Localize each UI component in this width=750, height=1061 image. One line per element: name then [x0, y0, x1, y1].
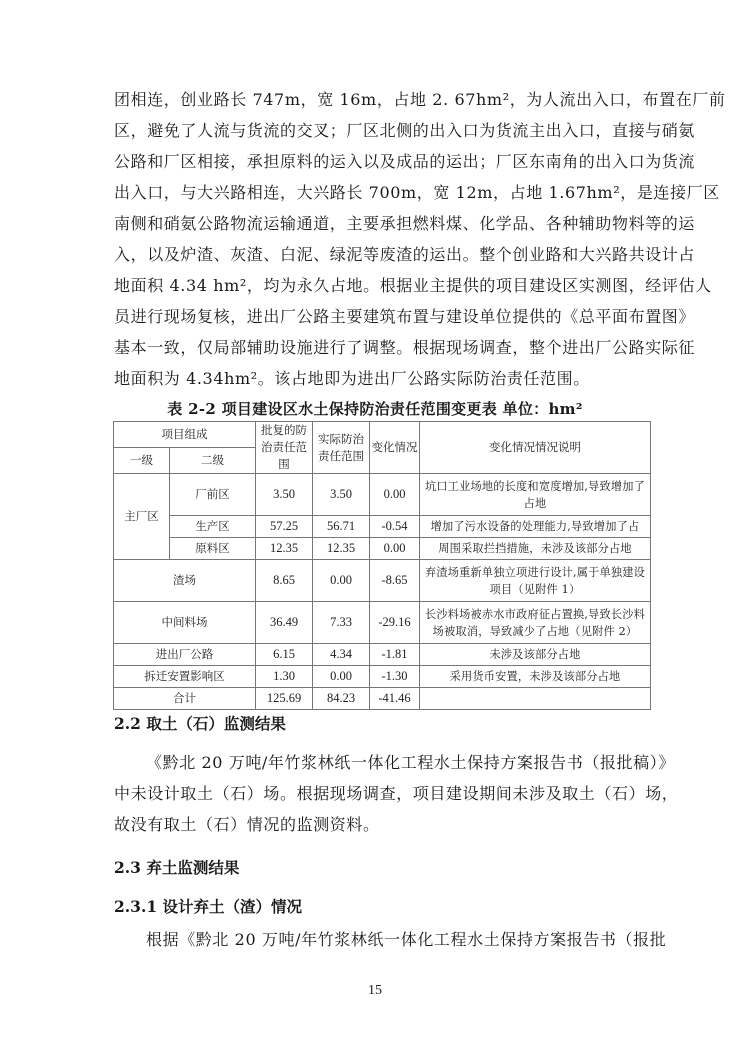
cell-approved: 57.25	[256, 516, 313, 538]
cell-change: -29.16	[370, 602, 420, 644]
cell-change: -1.81	[370, 644, 420, 666]
cell-note: 长沙料场被赤水市政府征占置换,导致长沙料场被取消，导致减少了占地（见附件 2）	[420, 602, 651, 644]
cell-actual: 4.34	[313, 644, 370, 666]
section-line: 根据《黔北 20 万吨/年竹浆林纸一体化工程水土保持方案报告书（报批	[146, 930, 667, 949]
table-total-row	[114, 688, 651, 710]
cell-name: 进出厂公路	[114, 644, 256, 666]
section-line: 中未设计取土（石）场。根据现场调查，项目建设期间未涉及取土（石）场，	[114, 784, 679, 803]
cell-level2: 厂前区	[170, 474, 256, 516]
intro-line: 入，以及炉渣、灰渣、白泥、绿泥等废渣的运出。整个创业路和大兴路共设计占	[114, 245, 696, 264]
section-heading-2-2: 2.2 取土（石）监测结果	[114, 714, 286, 733]
cell-approved: 3.50	[256, 474, 313, 516]
cell-approved: 8.65	[256, 560, 313, 602]
table-row	[114, 474, 651, 516]
header-approved: 批复的防治责任范围	[256, 422, 313, 474]
intro-line: 区，避免了人流与货流的交叉；厂区北侧的出入口为货流主出入口，直接与硝氨	[114, 121, 696, 140]
intro-line: 团相连，创业路长 747m，宽 16m，占地 2. 67hm²，为人流出入口，布置在厂前	[114, 90, 726, 109]
cell-note: 采用货币安置，未涉及该部分占地	[420, 666, 651, 688]
cell-name: 中间料场	[114, 602, 256, 644]
table-row	[114, 644, 651, 666]
cell-name: 渣场	[114, 560, 256, 602]
cell-change: 0.00	[370, 474, 420, 516]
total-note	[420, 688, 651, 710]
intro-line: 基本一致，仅局部辅助设施进行了调整。根据现场调查，整个进出厂公路实际征	[114, 338, 696, 357]
table-row	[114, 560, 651, 602]
cell-note: 坑口工业场地的长度和宽度增加,导致增加了占地	[420, 474, 651, 516]
section-line: 《黔北 20 万吨/年竹浆林纸一体化工程水土保持方案报告书（报批稿）》	[146, 753, 675, 772]
total-approved: 125.69	[256, 688, 313, 710]
cell-change: -1.30	[370, 666, 420, 688]
section-2-2-paragraph	[114, 747, 679, 840]
header-level1: 一级	[114, 448, 170, 474]
cell-change: -8.65	[370, 560, 420, 602]
responsibility-range-table	[113, 421, 651, 710]
table-header-row	[114, 422, 651, 448]
total-actual: 84.23	[313, 688, 370, 710]
cell-note: 弃渣场重新单独立项进行设计,属于单独建设项目（见附件 1）	[420, 560, 651, 602]
cell-level2: 原料区	[170, 538, 256, 560]
intro-line: 出入口，与大兴路相连，大兴路长 700m，宽 12m，占地 1.67hm²，是连接厂区	[114, 183, 720, 202]
cell-note: 增加了污水设备的处理能力,导致增加了占	[420, 516, 651, 538]
table-caption: 表 2-2 项目建设区水土保持防治责任范围变更表 单位：hm²	[167, 400, 583, 418]
cell-approved: 1.30	[256, 666, 313, 688]
header-note: 变化情况情况说明	[420, 422, 651, 474]
cell-name: 拆迁安置影响区	[114, 666, 256, 688]
cell-note: 未涉及该部分占地	[420, 644, 651, 666]
cell-actual: 0.00	[313, 666, 370, 688]
header-change: 变化情况	[370, 422, 420, 474]
table-row	[114, 538, 651, 560]
section-heading-2-3-1: 2.3.1 设计弃土（渣）情况	[114, 897, 303, 916]
cell-actual: 7.33	[313, 602, 370, 644]
cell-actual: 56.71	[313, 516, 370, 538]
intro-line: 公路和厂区相接，承担原料的运入以及成品的运出；厂区东南角的出入口为货流	[114, 152, 696, 171]
section-heading-2-3: 2.3 弃土监测结果	[114, 858, 240, 877]
header-group: 项目组成	[114, 422, 256, 448]
cell-actual: 3.50	[313, 474, 370, 516]
cell-approved: 6.15	[256, 644, 313, 666]
page-number: 15	[368, 983, 382, 998]
intro-paragraph	[114, 84, 726, 394]
intro-line: 南侧和硝氨公路物流运输通道，主要承担燃料煤、化学品、各种辅助物料等的运	[114, 214, 696, 233]
header-level2: 二级	[170, 448, 256, 474]
cell-change: 0.00	[370, 538, 420, 560]
section-line: 故没有取土（石）情况的监测资料。	[114, 815, 380, 834]
intro-line: 地面积为 4.34hm²。该占地即为进出厂公路实际防治责任范围。	[114, 369, 590, 388]
cell-approved: 12.35	[256, 538, 313, 560]
table-row	[114, 516, 651, 538]
intro-line: 员进行现场复核，进出厂公路主要建筑布置与建设单位提供的《总平面布置图》	[114, 307, 696, 326]
section-2-3-1-paragraph	[114, 924, 667, 955]
cell-note: 周围采取拦挡措施，未涉及该部分占地	[420, 538, 651, 560]
total-label: 合计	[114, 688, 256, 710]
cell-actual: 0.00	[313, 560, 370, 602]
intro-line: 地面积 4.34 hm²，均为永久占地。根据业主提供的项目建设区实测图，经评估人	[114, 276, 712, 295]
header-actual: 实际防治责任范围	[313, 422, 370, 474]
table-row	[114, 602, 651, 644]
main-area-label: 主厂区	[114, 474, 170, 560]
cell-actual: 12.35	[313, 538, 370, 560]
total-change: -41.46	[370, 688, 420, 710]
cell-level2: 生产区	[170, 516, 256, 538]
cell-approved: 36.49	[256, 602, 313, 644]
cell-change: -0.54	[370, 516, 420, 538]
table-row	[114, 666, 651, 688]
